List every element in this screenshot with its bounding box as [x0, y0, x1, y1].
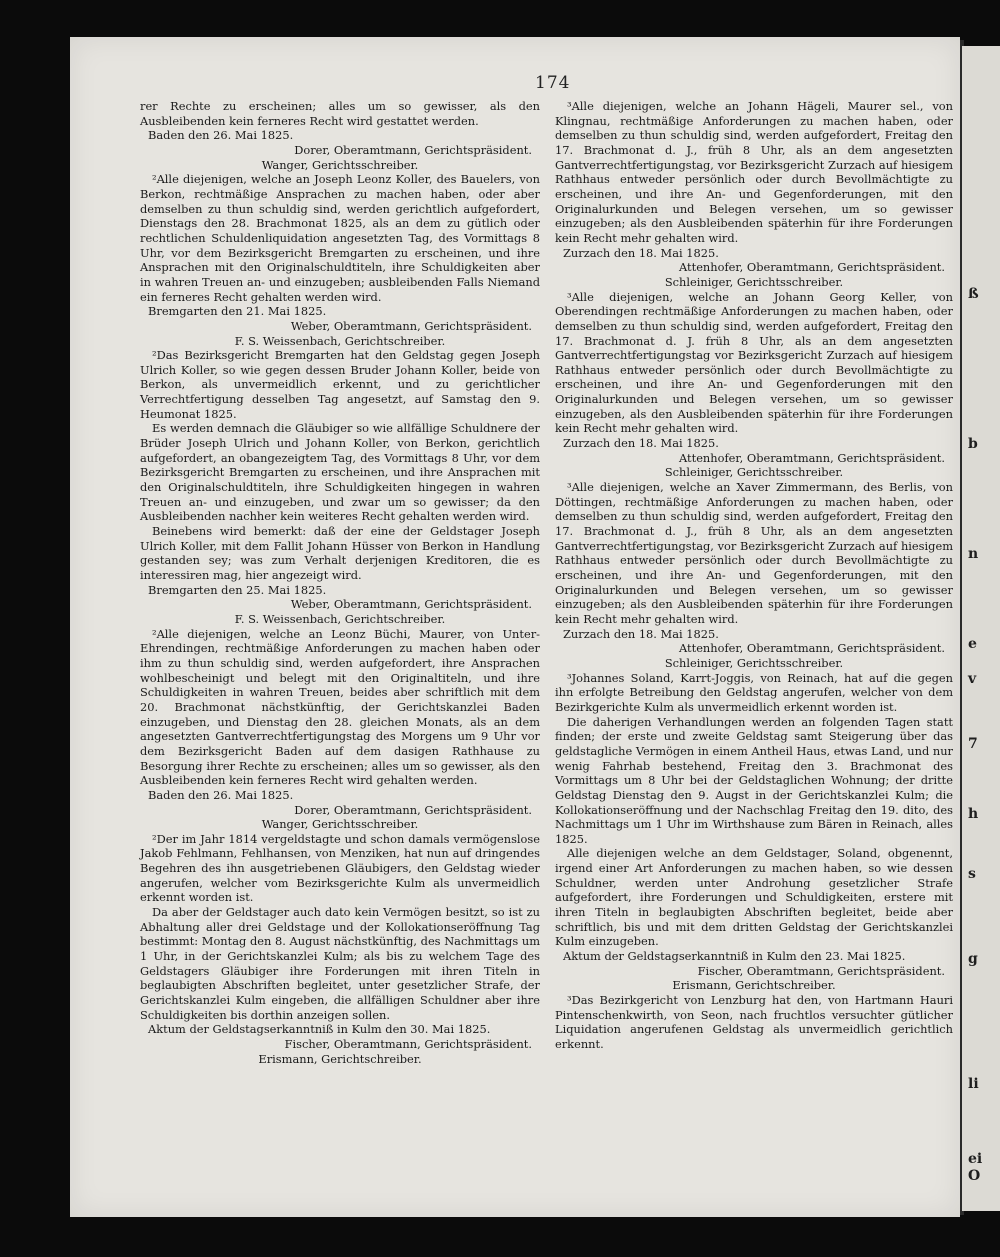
date-line: Zurzach den 18. Mai 1825.: [563, 626, 719, 641]
paragraph: rer Rechte zu erscheinen; alles um so gewisser, als den Ausbleibenden kein ferneres Recht wird gestattet werden.: [140, 99, 540, 128]
facing-page-fragment: v: [968, 671, 977, 687]
facing-page-fragment: g: [968, 951, 978, 967]
page-number: 174: [535, 73, 571, 93]
date-line: Aktum der Geldstagserkanntniß in Kulm den 30. Mai 1825.: [148, 1022, 491, 1037]
date-line: Aktum der Geldstagserkanntniß in Kulm den 23. Mai 1825.: [563, 949, 906, 964]
signature-line: Dorer, Oberamtmann, Gerichtspräsident.: [294, 142, 532, 157]
date-line: Zurzach den 18. Mai 1825.: [563, 436, 719, 451]
signature-line: F. S. Weissenbach, Gerichtschreiber.: [234, 611, 446, 626]
notice-paragraph: ²Alle diejenigen, welche an Leonz Büchi, Maurer, von Unter-Ehrendingen, rechtmäßige Anforderungen zu machen haben oder ihm zu thun schuldig sind, werden aufgefordert, ihre Ansprachen wohlbescheinigt und belegt mit den Originaltiteln, und ihre Schuldigkeiten in wahren Treuen, beides aber schriftlich mit dem 20. Brachmonat nächstkünftig, der Gerichtskanzlei Baden einzugeben, und Dienstag den 28. gleichen Monats, als an dem angesetzten Gantverrechtfertigungstag des Morgens um 9 Uhr vor dem Bezirksgericht Baden auf dem dasigen Rathhause zu Besorgung ihrer Rechte zu erscheinen; alles um so gewisser, als den Ausbleibenden kein ferneres Recht wird gehalten werden.: [140, 626, 540, 788]
signature-line: F. S. Weissenbach, Gerichtschreiber.: [234, 333, 446, 348]
right-column: [555, 99, 953, 1052]
signature-line: Weber, Oberamtmann, Gerichtspräsident.: [290, 597, 532, 612]
signature-line: Erismann, Gerichtschreiber.: [258, 1051, 422, 1066]
notice-paragraph: Es werden demnach die Gläubiger so wie allfällige Schuldnere der Brüder Joseph Ulrich und Johann Koller, von Berkon, gerichtlich aufgefordert, an obangezeigtem Tag, des Vormittags 8 Uhr, vor dem Bezirksgericht Bremgarten zu erscheinen, und ihre Ansprachen mit den Originalschuldtiteln, ihre Schuldigkeiten hingegen in wahren Treuen an- und einzugeben, und zwar um so gewisser; da den Ausbleibenden nachher kein weiteres Recht gehalten werden wird.: [140, 421, 540, 524]
facing-page-fragment: b: [968, 436, 978, 452]
notice-paragraph: ²Das Bezirksgericht Bremgarten hat den Geldstag gegen Joseph Ulrich Koller, so wie gegen dessen Bruder Johann Koller, beide von Berkon, als unvermeidlich erkennt, und zu gerichtlicher Verrechtfertigung desselben Tag angesetzt, auf Samstag den 9. Heumonat 1825.: [140, 348, 540, 421]
facing-page-fragment: O: [968, 1168, 981, 1184]
date-line: Baden den 26. Mai 1825.: [148, 128, 294, 143]
facing-page-edge: [962, 46, 1000, 1211]
signature-line: Attenhofer, Oberamtmann, Gerichtspräsident.: [679, 641, 945, 656]
notice-paragraph: ²Alle diejenigen, welche an Joseph Leonz Koller, des Bauelers, von Berkon, rechtmäßige Ansprachen zu machen haben, oder aber demselben zu thun schuldig sind, werden gerichtlich aufgefordert, Dienstags den 28. Brachmonat 1825, als an dem zu gütlich oder rechtlichen Schuldenliquidation angesetzten Tag, des Vormittags 8 Uhr, vor dem Bezirksgericht Bremgarten zu erscheinen, und ihre Ansprachen mit den Originalschuldtiteln, ihre Schuldigkeiten aber in wahren Treuen an- und einzugeben; ausbleibenden Falls Niemand ein ferneres Recht gehalten werden wird.: [140, 172, 540, 304]
facing-page-fragment: ß: [968, 286, 979, 302]
notice-paragraph: Die daherigen Verhandlungen werden an folgenden Tagen statt finden; der erste und zweite Geldstag samt Steigerung über das geldstagliche Vermögen in einem Antheil Haus, etwas Land, und nur wenig Fahrhab bestehend, Freitag den 3. Brachmonat des Vormittags um 8 Uhr bei der Geldstaglichen Wohnung; der dritte Geldstag Dienstag den 9. Augst in der Gerichtskanzlei Kulm; die Kollokationseröffnung und der Nachschlag Freitag den 19. dito, des Nachmittags um 1 Uhr im Wirthshause zum Bären in Reinach, alles 1825.: [555, 714, 953, 846]
date-line: Zurzach den 18. Mai 1825.: [563, 245, 719, 260]
notice-paragraph: ³Alle diejenigen, welche an Xaver Zimmermann, des Berlis, von Döttingen, rechtmäßige Anforderungen zu machen haben, oder demselben zu thun schuldig sind, werden aufgefordert, Freitag den 17. Brachmonat d. J., früh 8 Uhr, als an dem angesetzten Gantverrechtfertigungstag, vor Bezirksgericht Zurzach auf hiesigem Rathhaus entweder persönlich oder durch Bevollmächtigte zu erscheinen, und ihre An- und Gegenforderungen, mit den Originalurkunden und Belegen versehen, um so gewisser einzugeben; als den Ausbleibenden späterhin für ihre Forderungen kein Recht mehr gehalten wird.: [555, 480, 953, 626]
signature-line: Schleiniger, Gerichtsschreiber.: [664, 465, 844, 480]
signature-line: Dorer, Oberamtmann, Gerichtspräsident.: [294, 802, 532, 817]
signature-line: Attenhofer, Oberamtmann, Gerichtspräsident.: [679, 260, 945, 275]
document-page: [70, 37, 960, 1217]
left-column: [140, 99, 540, 1066]
signature-line: Attenhofer, Oberamtmann, Gerichtspräsident.: [679, 450, 945, 465]
facing-page-fragment: n: [968, 546, 979, 562]
notice-paragraph: ³Alle diejenigen, welche an Johann Hägeli, Maurer sel., von Klingnau, rechtmäßige Anforderungen zu machen haben, oder demselben zu thun schuldig sind, werden aufgefordert, Freitag den 17. Brachmonat d. J., früh 8 Uhr, als an dem angesetzten Gantverrechtfertigungstag, vor Bezirksgericht Zurzach auf hiesigem Rathhaus entweder persönlich oder durch Bevollmächtigte zu erscheinen, und ihre An- und Gegenforderungen, mit den Originalurkunden und Belegen versehen, um so gewisser einzugeben; als den Ausbleibenden späterhin für ihre Forderungen kein Recht mehr gehalten wird.: [555, 99, 953, 245]
date-line: Bremgarten den 21. Mai 1825.: [148, 304, 327, 319]
notice-paragraph: ³Johannes Soland, Karrt-Joggis, von Reinach, hat auf die gegen ihn erfolgte Betreibung den Geldstag angerufen, welcher von dem Bezirkgerichte Kulm als unvermeidlich erkennt worden ist.: [555, 670, 953, 714]
signature-line: Fischer, Oberamtmann, Gerichtspräsident.: [697, 963, 945, 978]
date-line: Bremgarten den 25. Mai 1825.: [148, 582, 327, 597]
notice-paragraph: Da aber der Geldstager auch dato kein Vermögen besitzt, so ist zu Abhaltung aller drei Geldstage und der Kollokationseröffnung Tag bestimmt: Montag den 8. August nächstkünftig, des Nachmittags um 1 Uhr, in der Gerichtskanzlei Kulm; als bis zu welchem Tage des Geldstagers Gläubiger ihre Forderungen mit ihren Titeln in beglaubigten Abschriften begleitet, unter gesetzlicher Strafe, der Gerichtskanzlei Kulm eingeben, die allfälligen Schuldner aber ihre Schuldigkeiten bis dorthin anzeigen sollen.: [140, 905, 540, 1022]
notice-paragraph: Alle diejenigen welche an dem Geldstager, Soland, obgenennt, irgend einer Art Anforderungen zu machen haben, so wie dessen Schuldner, werden unter Androhung gesetzlicher Strafe aufgefordert, ihre Forderungen und Schuldigkeiten, erstere mit ihren Titeln in beglaubigten Abschriften begleitet, beide aber schriftlich, bis und mit dem dritten Geldstag der Gerichtskanzlei Kulm einzugeben.: [555, 846, 953, 949]
facing-page-fragment: li: [968, 1076, 979, 1092]
signature-line: Wanger, Gerichtsschreiber.: [261, 817, 419, 832]
signature-line: Fischer, Oberamtmann, Gerichtspräsident.: [284, 1037, 532, 1051]
facing-page-fragment: 7: [968, 736, 978, 752]
facing-page-fragment: h: [968, 806, 979, 822]
notice-paragraph: ²Der im Jahr 1814 vergeldstagte und schon damals vermögenslose Jakob Fehlmann, Fehlhansen, von Menziken, hat nun auf dringendes Begehren des ihn ausgetriebenen Gläubigers, den Geldstag wieder angerufen, welcher vom Bezirksgerichte Kulm als unvermeidlich erkennt worden ist.: [140, 831, 540, 905]
notice-paragraph: ³Alle diejenigen, welche an Johann Georg Keller, von Oberendingen rechtmäßige Anforderungen zu machen haben, oder demselben zu thun schuldig sind, werden aufgefordert, Freitag den 17. Brachmonat d. J. früh 8 Uhr, als an dem angesetzten Gantverrechtfertigungstag vor Bezirksgericht Zurzach auf hiesigem Rathhaus entweder persönlich oder durch Bevollmächtigte zu erscheinen, und ihre An- und Gegenforderungen mit den Originalurkunden und Belegen versehen, um so gewisser einzugeben, als den Ausbleibenden späterhin für ihre Forderungen kein Recht mehr gehalten wird.: [555, 289, 953, 436]
facing-page-fragment: s: [968, 866, 976, 882]
signature-line: Weber, Oberamtmann, Gerichtspräsident.: [290, 318, 532, 333]
signature-line: Schleiniger, Gerichtsschreiber.: [664, 274, 844, 289]
facing-page-fragment: ei: [968, 1151, 983, 1167]
facing-page-fragment: e: [968, 636, 977, 652]
notice-paragraph: Beinebens wird bemerkt: daß der eine der Geldstager Joseph Ulrich Koller, mit dem Fallit Johann Hüsser von Berkon in Handlung gestanden sey; was zum Verhalt derjenigen Kreditoren, die es interessiren mag, hier angezeigt wird.: [140, 524, 540, 582]
date-line: Baden den 26. Mai 1825.: [148, 787, 294, 802]
signature-line: Erismann, Gerichtschreiber.: [672, 978, 836, 993]
signature-line: Wanger, Gerichtsschreiber.: [261, 157, 419, 172]
signature-line: Schleiniger, Gerichtsschreiber.: [664, 655, 844, 670]
notice-paragraph: ³Das Bezirkgericht von Lenzburg hat den, von Hartmann Hauri Pintenschenkwirth, von Seon, nach fruchtlos versuchter gütlicher Liquidation angerufenen Geldstag als unvermeidlich gerichtlich erkennt.: [555, 993, 953, 1051]
